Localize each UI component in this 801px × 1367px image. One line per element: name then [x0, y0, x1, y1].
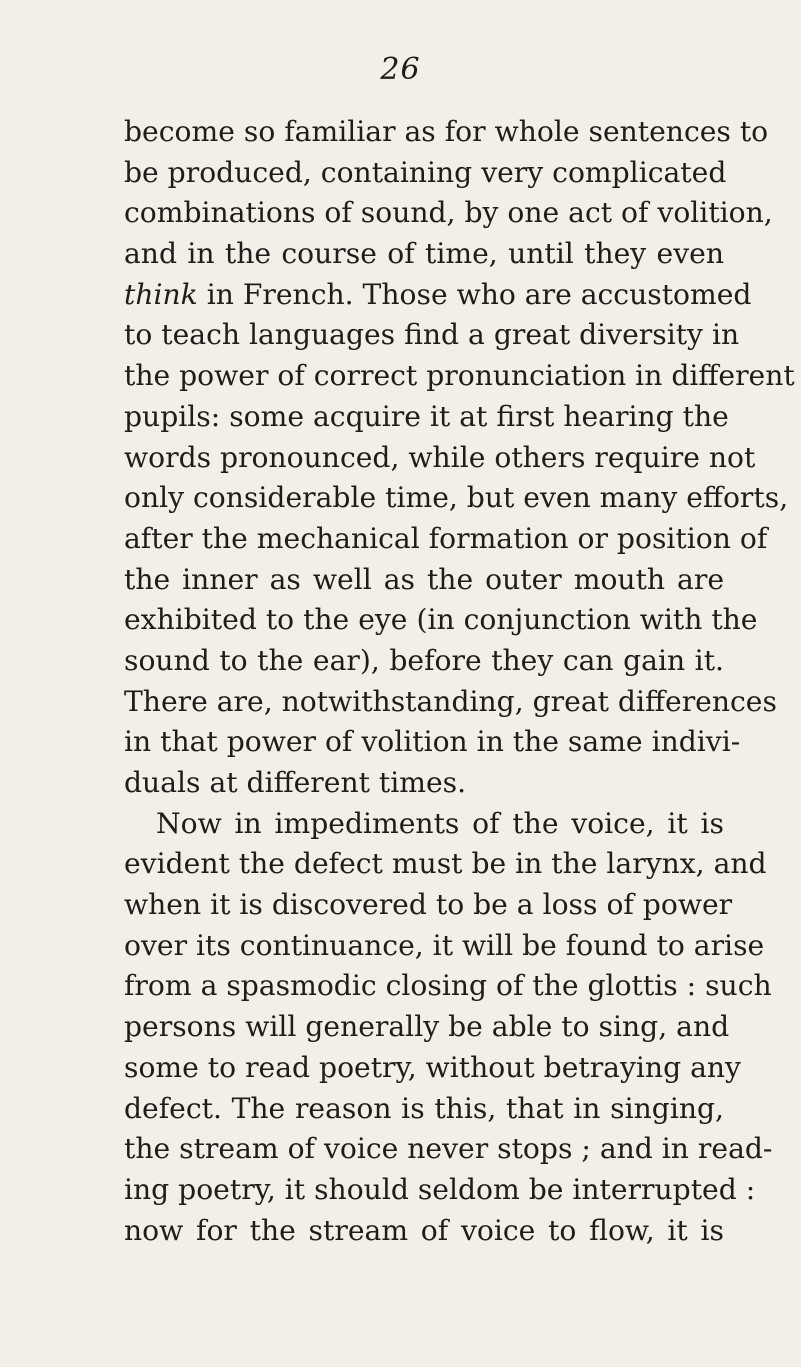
text-line: after the mechanical formation or position of — [124, 521, 768, 555]
text-line: and in the course of time, until they even — [124, 237, 724, 271]
text-line — [124, 275, 752, 316]
text-line: defect. The reason is this, that in singing, — [124, 1091, 724, 1125]
text-line: There are, notwithstanding, great differences — [124, 684, 777, 718]
text-line: the power of correct pronunciation in different — [124, 359, 795, 393]
text-line: Now in impediments of the voice, it is — [156, 806, 724, 840]
text-line: in that power of volition in the same indivi- — [124, 725, 741, 759]
text-line: become so familiar as for whole sentences to — [124, 115, 769, 148]
text-line: to teach languages find a great diversity in — [124, 318, 740, 352]
text-line: the inner as well as the outer mouth are — [124, 562, 724, 596]
emphasized-word: think — [124, 277, 198, 311]
text-line: sound to the ear), before they can gain it. — [124, 643, 724, 677]
page-number: 26 — [380, 52, 421, 87]
text-line: ing poetry, it should seldom be interrupted : — [124, 1172, 756, 1206]
text-line: persons will generally be able to sing, and — [124, 1010, 730, 1044]
text-line: the stream of voice never stops ; and in read- — [124, 1132, 773, 1166]
text-line: when it is discovered to be a loss of power — [124, 888, 733, 922]
text-line: some to read poetry, without betraying any — [124, 1050, 741, 1084]
text-line: now for the stream of voice to flow, it is — [124, 1213, 724, 1247]
text-line-rest: in French. Those who are accustomed — [197, 277, 752, 311]
text-line: only considerable time, but even many efforts, — [124, 481, 789, 515]
text-line: words pronounced, while others require not — [124, 440, 756, 474]
text-line: duals at different times. — [124, 766, 467, 799]
text-line: be produced, containing very complicated — [124, 155, 727, 189]
text-line: over its continuance, it will be found to arise — [124, 928, 765, 962]
text-line: evident the defect must be in the larynx, and — [124, 847, 767, 881]
text-line: combinations of sound, by one act of volition, — [124, 196, 773, 230]
body-text — [124, 112, 795, 1251]
text-line: from a spasmodic closing of the glottis : such — [124, 969, 772, 1003]
text-line: pupils: some acquire it at first hearing the — [124, 399, 729, 433]
text-line: exhibited to the eye (in conjunction with the — [124, 603, 758, 637]
